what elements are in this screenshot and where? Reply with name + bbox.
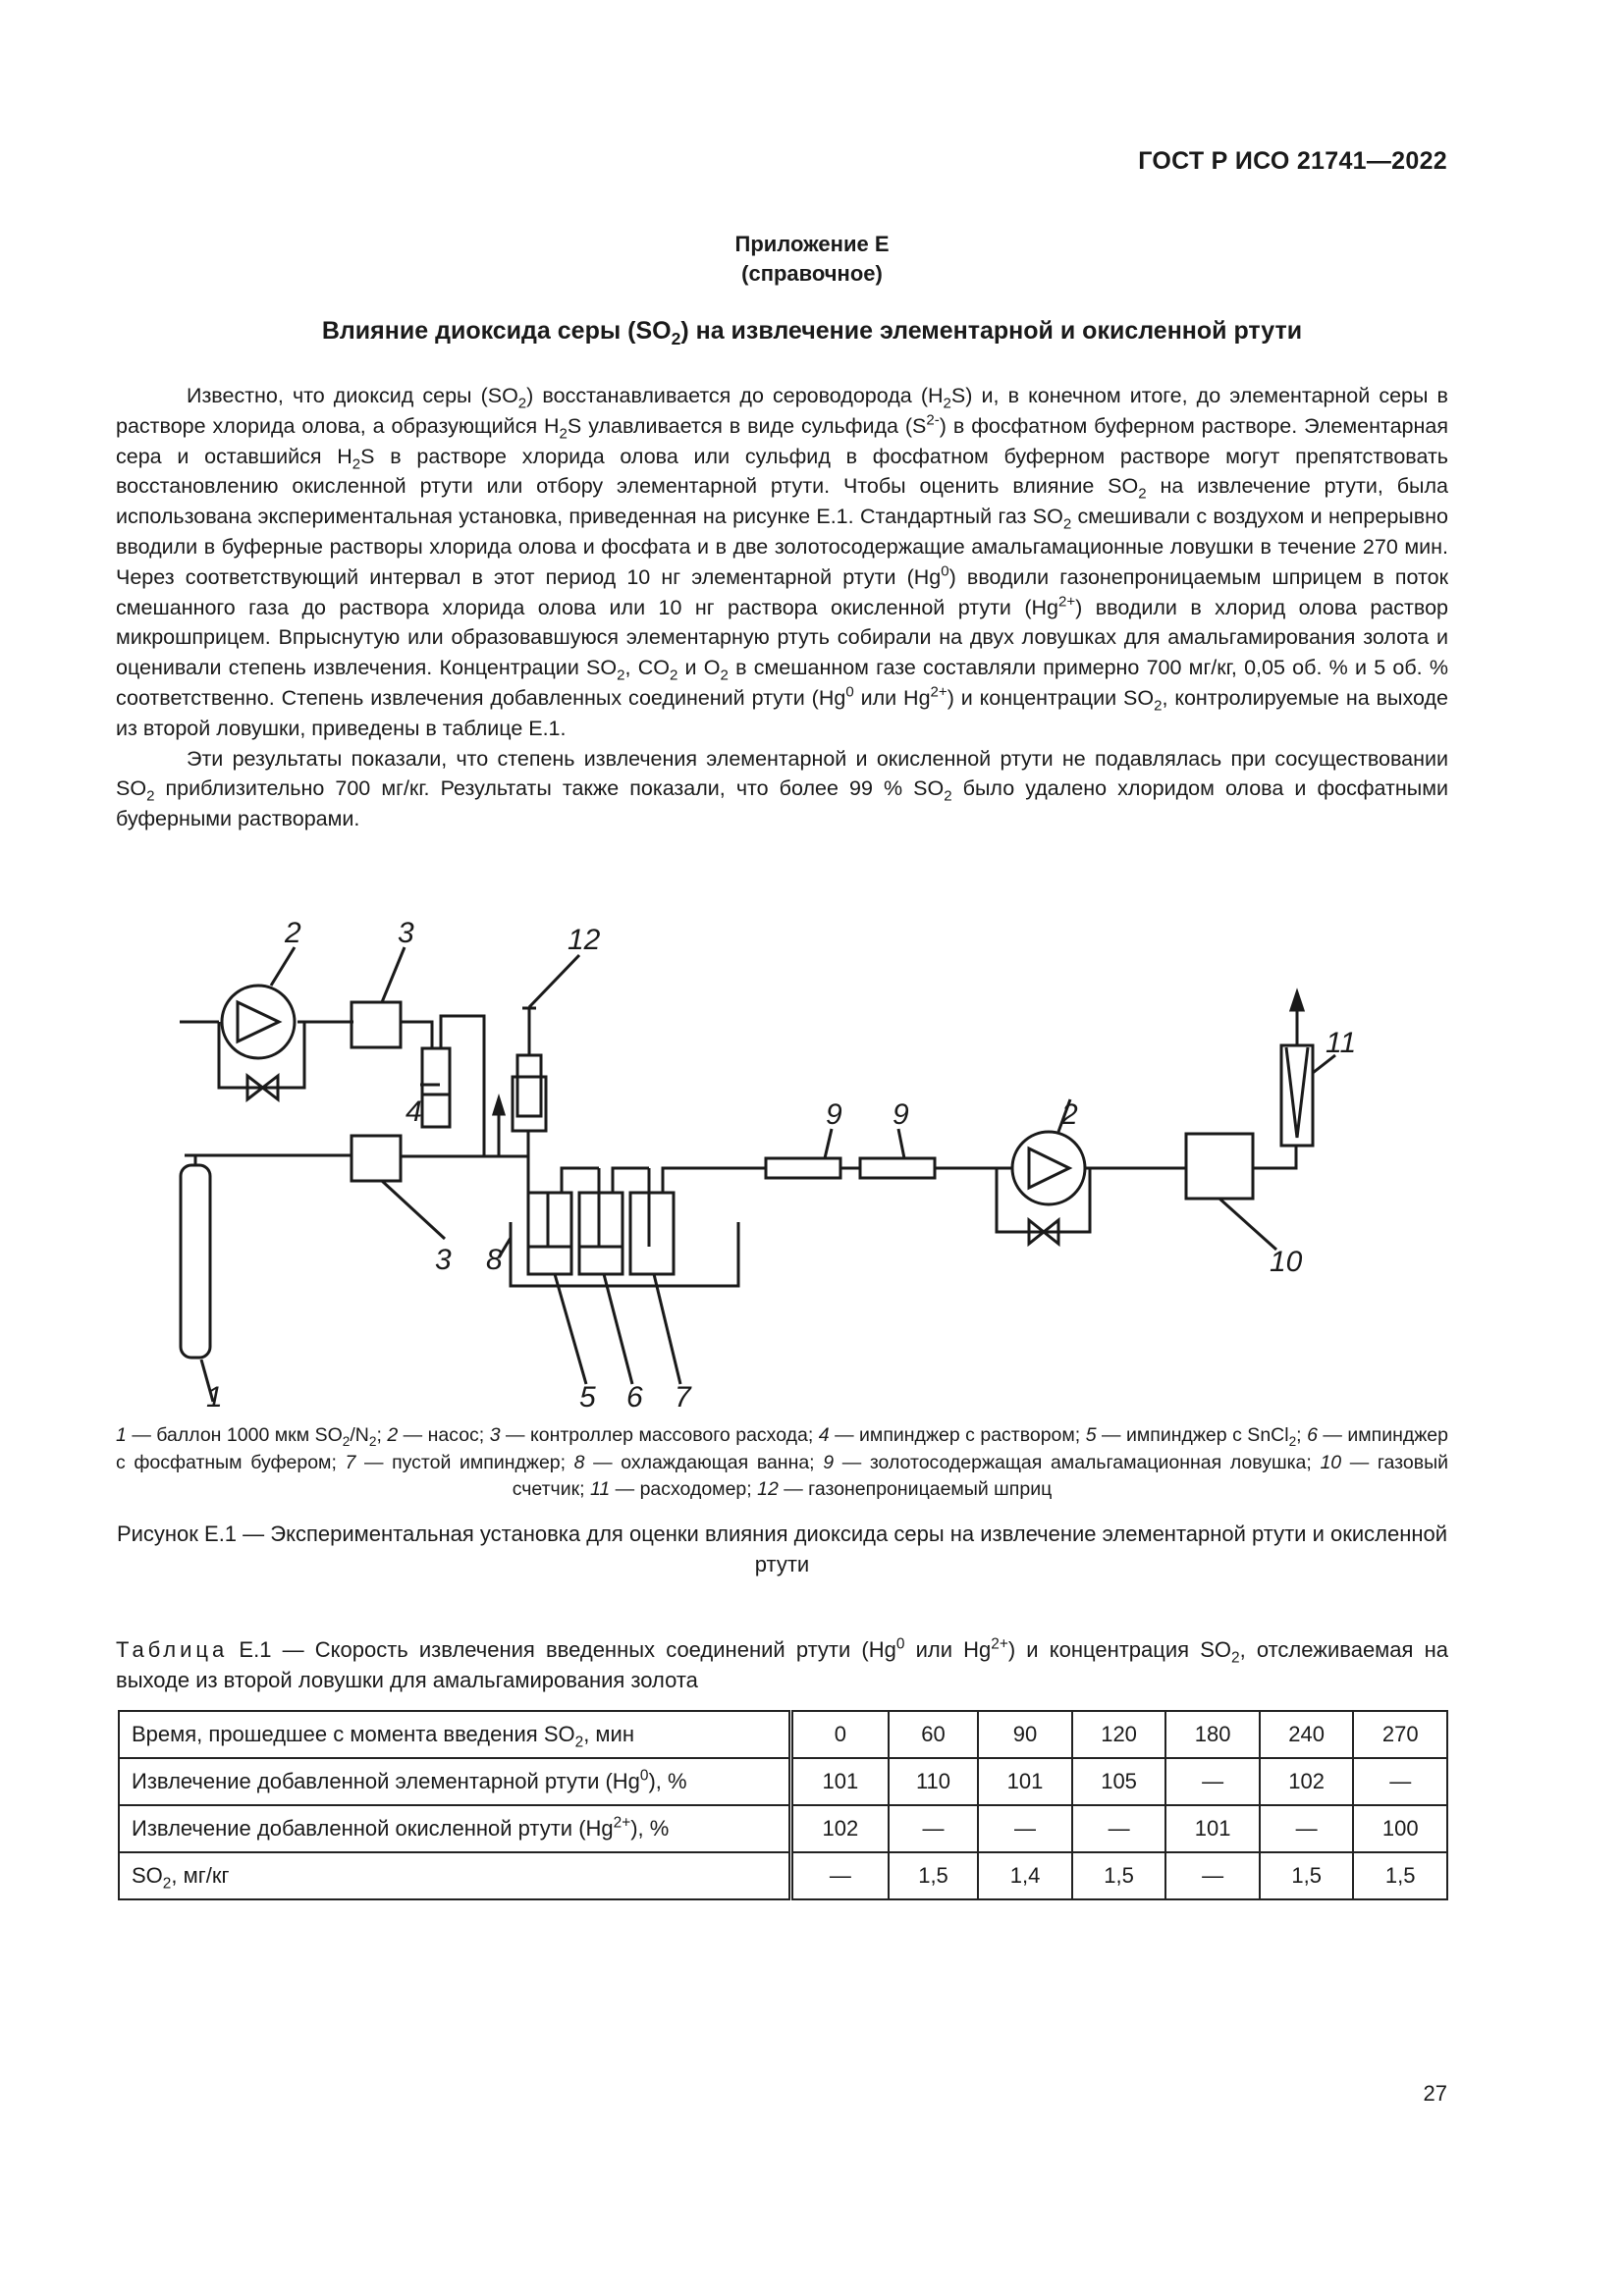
table-cell: 0 [791, 1711, 889, 1758]
body-text [116, 381, 1448, 834]
table-cell: 180 [1165, 1711, 1260, 1758]
pump-1 [222, 986, 295, 1058]
label-5-impinger: 5 [579, 1381, 596, 1414]
paragraph-2: Эти результаты показали, что степень извлечения элементарной и окисленной ртути не подавлялась при сосуществовании $SO_2$ приблизительно 700 мг/кг. Результаты также показали, что более 99 % $SO_2$ было удалено хлоридом олова и фосфатными буферными растворами. [116, 746, 1448, 831]
pipe [613, 1168, 649, 1193]
table-cell: 101 [978, 1758, 1072, 1805]
table-cell: 1,5 [889, 1852, 979, 1899]
page-number: 27 [1423, 2081, 1447, 2106]
exhaust-arrow [1291, 992, 1303, 1010]
document-code: ГОСТ Р ИСО 21741—2022 [1138, 147, 1447, 175]
leader-6 [604, 1274, 632, 1384]
leader-3b [382, 1181, 445, 1239]
table-cell: 100 [1353, 1805, 1447, 1852]
leader-12 [529, 955, 579, 1007]
pipe [663, 1168, 766, 1193]
table-cell: 270 [1353, 1711, 1447, 1758]
appendix-kind: (справочное) [741, 261, 883, 286]
table-cell: 90 [978, 1711, 1072, 1758]
table-cell: 60 [889, 1711, 979, 1758]
table-cell: 1,5 [1072, 1852, 1166, 1899]
syringe-barrel [517, 1055, 541, 1116]
leader-9b [898, 1129, 904, 1158]
gold-trap-1 [766, 1158, 840, 1178]
gas-meter [1186, 1134, 1253, 1199]
table-cell: — [1165, 1758, 1260, 1805]
table-cell: 102 [791, 1805, 889, 1852]
row-label: Время, прошедшее с момента введения $SO_2$, мин [119, 1711, 791, 1758]
table-row [119, 1852, 1447, 1899]
pump-2-bypass [997, 1168, 1090, 1232]
label-2-pump: 2 [285, 917, 301, 949]
figure-e1-setup-diagram [157, 908, 1365, 1418]
figure-caption: Рисунок Е.1 — Экспериментальная установка для оценки влияния диоксида серы на извлечение элементарной ртути и окисленной ртути [116, 1522, 1448, 1576]
appendix-heading [0, 230, 1624, 289]
leader-9a [825, 1129, 832, 1158]
gas-cylinder [181, 1165, 210, 1358]
setup-schematic [157, 908, 1365, 1418]
leader-2a [271, 947, 295, 986]
impinger-6 [579, 1193, 623, 1274]
pump-2 [1012, 1132, 1085, 1204]
table-cell: — [1072, 1805, 1166, 1852]
label-1-cylinder: 1 [206, 1381, 223, 1414]
mass-flow-controller-bottom [352, 1136, 401, 1181]
pipe [441, 1016, 484, 1156]
label-11-flowmeter: 11 [1326, 1027, 1357, 1059]
table-cell: — [1353, 1758, 1447, 1805]
pump-1-bypass [219, 1022, 304, 1088]
label-3-mfc-bottom: 3 [435, 1244, 452, 1276]
leader-3a [382, 947, 405, 1002]
table-cell: — [1165, 1852, 1260, 1899]
label-9-trap-1: 9 [826, 1098, 842, 1131]
table-cell: 110 [889, 1758, 979, 1805]
table-cell: 105 [1072, 1758, 1166, 1805]
label-10-gas-meter: 10 [1270, 1246, 1303, 1278]
pipe [401, 1022, 432, 1048]
label-3-mfc-top: 3 [398, 917, 414, 949]
table-cell: 101 [1165, 1805, 1260, 1852]
table-cell: — [1260, 1805, 1354, 1852]
table-cell: 240 [1260, 1711, 1354, 1758]
label-4-impinger: 4 [406, 1095, 422, 1128]
label-9-trap-2: 9 [893, 1098, 909, 1131]
table-cell: 101 [791, 1758, 889, 1805]
figure-legend: 1 — баллон 1000 мкм $SO_2/N_2$; 2 — насос; 3 — контроллер массового расхода; 4 — импинджер с раствором; 5 — импинджер с SnCl$_2$; 6 — импинджер с фосфатным буфером; 7 — пустой импинджер; 8 — охлаждающая ванна; 9 — золотосодержащая амальгамационная ловушка; 10 — газовый счетчик; 11 — расходомер; 12 — газонепроницаемый шприц [116, 1424, 1449, 1500]
row-label: Извлечение добавленной элементарной ртути (Hg$^0$), % [119, 1758, 791, 1805]
pump-2-triangle [1029, 1148, 1069, 1188]
table-cell: 1,5 [1260, 1852, 1354, 1899]
gold-trap-2 [860, 1158, 935, 1178]
row-label: $SO_2$, мг/кг [119, 1852, 791, 1899]
table-cell: 120 [1072, 1711, 1166, 1758]
pipe [1253, 1146, 1296, 1168]
table-cell: 1,4 [978, 1852, 1072, 1899]
table-cell: 102 [1260, 1758, 1354, 1805]
table-row [119, 1711, 1447, 1758]
label-8-bath: 8 [486, 1244, 503, 1276]
table-cell: — [889, 1805, 979, 1852]
label-6-impinger: 6 [626, 1381, 643, 1414]
section-title: Влияние диоксида серы $(SO_2)$ на извлечение элементарной и окисленной ртути [321, 317, 1303, 349]
table-cell: 1,5 [1353, 1852, 1447, 1899]
table-row [119, 1758, 1447, 1805]
vent-arrow [494, 1098, 504, 1114]
mass-flow-controller-top [352, 1002, 401, 1047]
label-2-pump-b: 2 [1061, 1098, 1078, 1131]
pump-1-triangle [238, 1002, 279, 1041]
table-title: Таблица Е.1 — Скорость извлечения введенных соединений ртути (Hg$^0$ или $Hg^{2+}$) и концентрация $SO_2$, отслеживаемая на выходе из второй ловушки для амальгамирования золота [116, 1635, 1448, 1692]
leader-5 [555, 1274, 586, 1384]
appendix-title: Приложение Е [734, 232, 890, 256]
table-cell: — [791, 1852, 889, 1899]
pipe [562, 1168, 599, 1193]
label-7-impinger: 7 [675, 1381, 691, 1414]
impinger-7 [630, 1193, 674, 1274]
leader-7 [654, 1274, 680, 1384]
impinger-5 [528, 1193, 571, 1274]
table-row [119, 1805, 1447, 1852]
cooling-bath [511, 1222, 738, 1286]
recovery-table [118, 1710, 1448, 1900]
impinger-4 [422, 1048, 450, 1127]
label-12-syringe: 12 [568, 924, 601, 956]
flowmeter-cone [1286, 1047, 1308, 1138]
leader-10 [1219, 1199, 1276, 1250]
paragraph-1: Известно, что диоксид серы $(SO_2)$ восстанавливается до сероводорода $(H_2S)$ и, в конечном итоге, до элементарной серы в растворе хлорида олова, а образующийся $H_2S$ улавливается в виде сульфида $(S^{2-})$ в фосфатном буферном растворе. Элементарная сера и оставшийся $H_2S$ в растворе хлорида олова или сульфид в фосфатном буферном растворе могут препятствовать восстановлению окисленной ртути или отбору элементарной ртути. Чтобы оценить влияние $SO_2$ на извлечение ртути, была использована экспериментальная установка, приведенная на рисунке Е.1. Стандартный газ $SO_2$ смешивали с воздухом и непрерывно вводили в буферные растворы хлорида олова и фосфата и в две золотосодержащие амальгамационные ловушки в течение 270 мин. Через соответствующий интервал в этот период 10 нг элементарной ртути (Hg$^0$) вводили газонепроницаемым шприцем в поток смешанного газа до раствора хлорида олова или 10 нг раствора окисленной ртути $(Hg^{2+})$ вводили в хлорид олова раствор микрошприцем. Впрыснутую или образовавшуюся элементарную ртуть собирали на двух ловушках для амальгамирования золота и оценивали степень извлечения. Концентрации $SO_2$, $CO_2$ и $O_2$ в смешанном газе составляли примерно 700 мг/кг, 0,05 об. % и 5 об. % соответственно. Степень извлечения добавленных соединений ртути (Hg$^0$ или $Hg^{2+}$) и концентрации $SO_2$, контролируемые на выходе из второй ловушки, приведены в таблице Е.1. [116, 384, 1449, 740]
row-label: Извлечение добавленной окисленной ртути $(Hg^{2+})$, % [119, 1805, 791, 1852]
table-cell: — [978, 1805, 1072, 1852]
